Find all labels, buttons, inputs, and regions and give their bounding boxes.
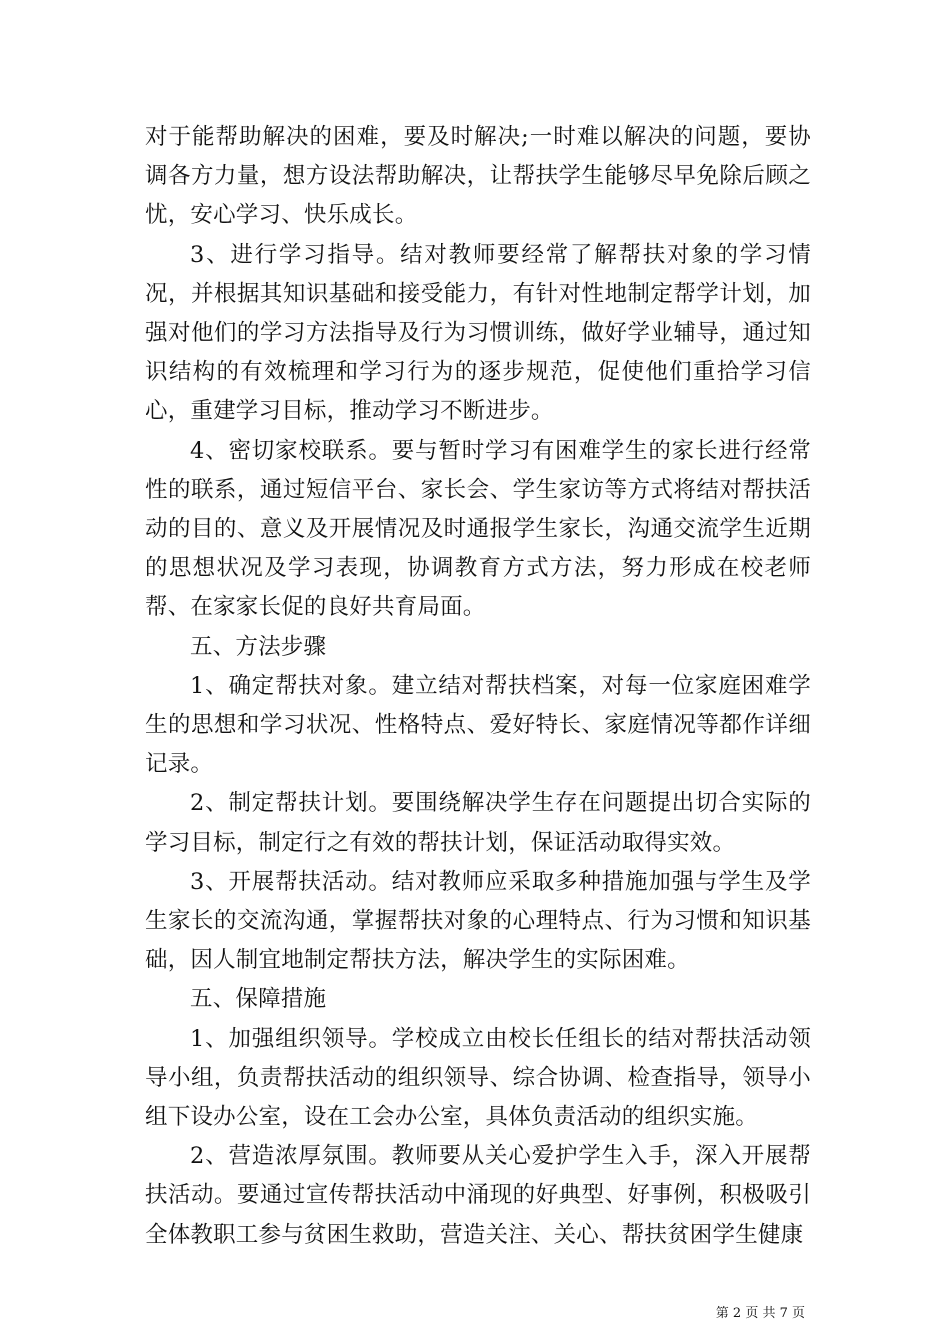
paragraph-determine-targets: 1、确定帮扶对象。建立结对帮扶档案，对每一位家庭困难学生的思想和学习状况、性格特点、爱好特长、家庭情况等都作详细记录。 — [145, 672, 811, 778]
paragraph-learning-guidance: 3、进行学习指导。结对教师要经常了解帮扶对象的学习情况，并根据其知识基础和接受能力，有针对性地制定帮学计划，加强对他们的学习方法指导及行为习惯训练，做好学业辅导，通过知识结构的有效梳理和学习行为的逐步规范，促使他们重拾学习信心，重建学习目标，推动学习不断进步。 — [145, 241, 811, 425]
paragraph-make-plan: 2、制定帮扶计划。要围绕解决学生存在问题提出切合实际的学习目标，制定行之有效的帮扶计划，保证活动取得实效。 — [145, 790, 811, 856]
paragraph-continuation: 对于能帮助解决的困难，要及时解决;一时难以解决的问题，要协调各方力量，想方设法帮助解决，让帮扶学生能够尽早免除后顾之忧，安心学习、快乐成长。 — [145, 124, 811, 229]
paragraph-strengthen-leadership: 1、加强组织领导。学校成立由校长任组长的结对帮扶活动领导小组，负责帮扶活动的组织领导、综合协调、检查指导，领导小组下设办公室，设在工会办公室，具体负责活动的组织实施。 — [145, 1025, 811, 1131]
document-body — [145, 118, 811, 1255]
paragraph-home-school-contact: 4、密切家校联系。要与暂时学习有困难学生的家长进行经常性的联系，通过短信平台、家长会、学生家访等方式将结对帮扶活动的目的、意义及开展情况及时通报学生家长，沟通交流学生近期的思想状况及学习表现，协调教育方式方法，努力形成在校老师帮、在家家长促的良好共育局面。 — [145, 437, 811, 621]
paragraph-create-atmosphere: 2、营造浓厚氛围。教师要从关心爱护学生入手，深入开展帮扶活动。要通过宣传帮扶活动中涌现的好典型、好事例，积极吸引全体教职工参与贫困生救助，营造关注、关心、帮扶贫困学生健康 — [145, 1143, 811, 1248]
section-heading-methods: 五、方法步骤 — [190, 633, 327, 660]
section-heading-safeguards: 五、保障措施 — [190, 986, 327, 1013]
page-number-footer: 第 2 页 共 7 页 — [715, 1306, 805, 1321]
paragraph-carry-out-activities: 3、开展帮扶活动。结对教师应采取多种措施加强与学生及学生家长的交流沟通，掌握帮扶对象的心理特点、行为习惯和知识基础，因人制宜地制定帮扶方法，解决学生的实际困难。 — [145, 868, 811, 974]
